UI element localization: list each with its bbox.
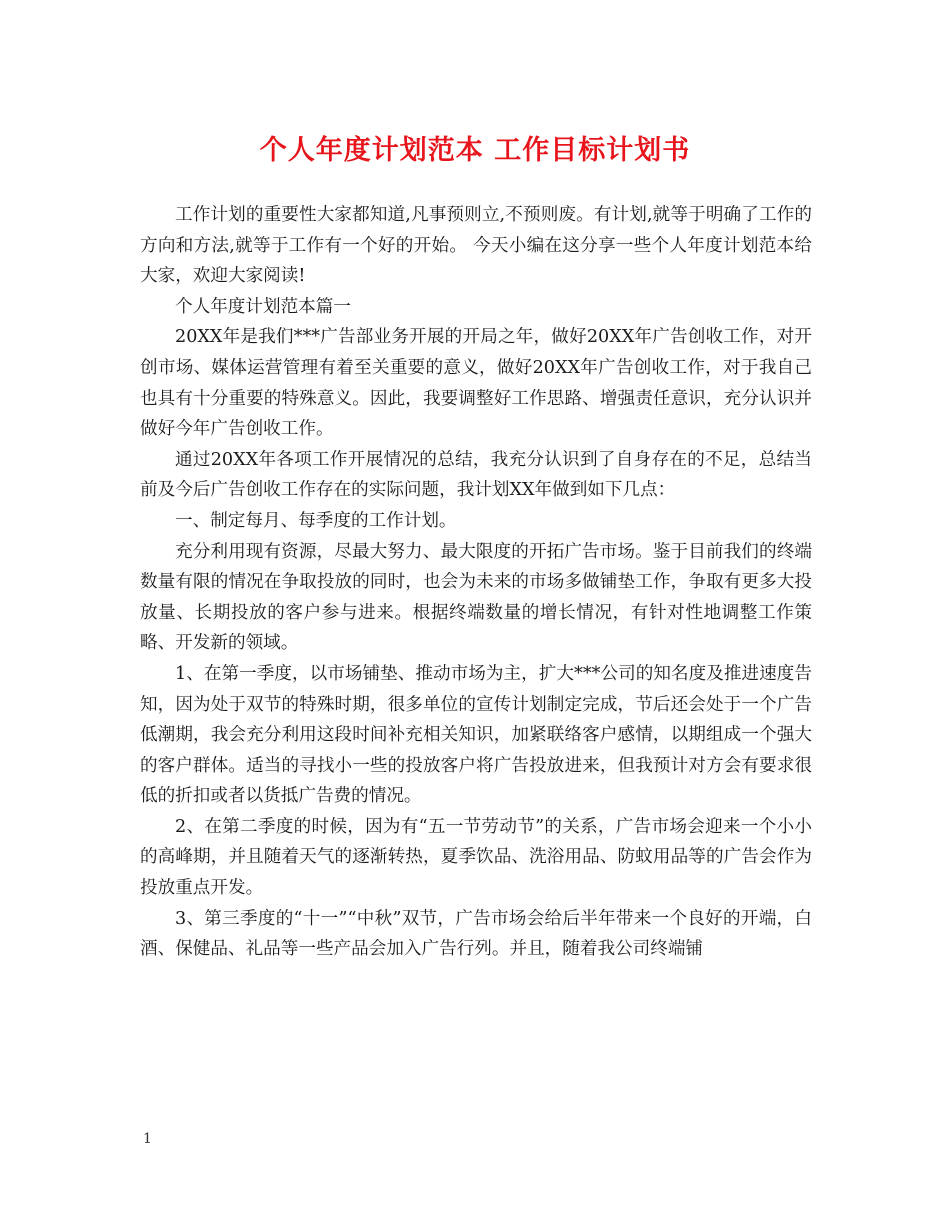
list-item: 1、在第一季度，以市场铺垫、推动市场为主，扩大***公司的知名度及推进速度告知，因为处于双节的特殊时期，很多单位的宣传计划制定完成，节后还会处于一个广告低潮期，我会充分利用这段时间补充相关知识，加紧联络客户感情，以期组成一个强大的客户群体。适当的寻找小一些的投放客户将广告投放进来，但我预计对方会有要求很低的折扣或者以货抵广告费的情况。: [140, 663, 812, 807]
page-number: 1: [143, 1131, 152, 1147]
subsection-heading: 一、制定每月、每季度的工作计划。: [175, 510, 457, 531]
document-title: 个人年度计划范本 工作目标计划书: [259, 135, 691, 166]
list-item: 3、第三季度的“十一”“中秋”双节，广告市场会给后半年带来一个良好的开端，白酒、保健品、礼品等一些产品会加入广告行列。并且，随着我公司终端铺: [140, 908, 812, 960]
document-body: [140, 200, 812, 965]
paragraph: 充分利用现有资源，尽最大努力、最大限度的开拓广告市场。鉴于目前我们的终端数量有限的情况在争取投放的同时，也会为未来的市场多做铺垫工作，争取有更多大投放量、长期投放的客户参与进来。根据终端数量的增长情况，有针对性地调整工作策略、开发新的领域。: [140, 541, 812, 654]
paragraph: 20XX年是我们***广告部业务开展的开局之年，做好20XX年广告创收工作，对开创市场、媒体运营管理有着至关重要的意义，做好20XX年广告创收工作，对于我自己也具有十分重要的特殊意义。因此，我要调整好工作思路、增强责任意识，充分认识并做好今年广告创收工作。: [140, 327, 812, 440]
paragraph-intro: 工作计划的重要性大家都知道,凡事预则立,不预则废。有计划,就等于明确了工作的方向和方法,就等于工作有一个好的开始。 今天小编在这分享一些个人年度计划范本给大家，欢迎大家阅读!: [140, 205, 812, 287]
paragraph: 通过20XX年各项工作开展情况的总结，我充分认识到了自身存在的不足，总结当前及今后广告创收工作存在的实际问题，我计划XX年做到如下几点：: [140, 449, 812, 501]
section-heading: 个人年度计划范本篇一: [175, 296, 351, 317]
list-item: 2、在第二季度的时候，因为有“五一节劳动节”的关系，广告市场会迎来一个小小的高峰期，并且随着天气的逐渐转热，夏季饮品、洗浴用品、防蚊用品等的广告会作为投放重点开发。: [140, 816, 812, 899]
